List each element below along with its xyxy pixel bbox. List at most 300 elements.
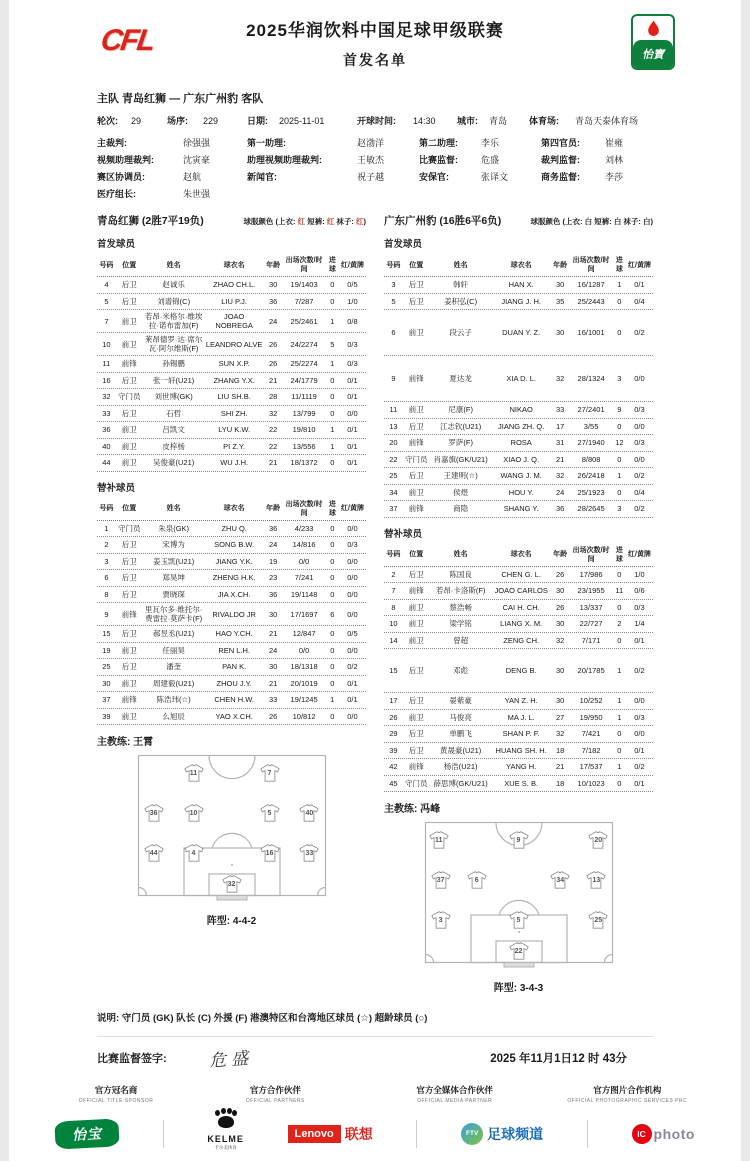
- player-cell: 0/0: [347, 645, 358, 655]
- player-cell: 0: [617, 602, 622, 612]
- player-cell: 刘谱锦(C): [157, 296, 191, 306]
- officials-row-3: [97, 169, 653, 186]
- page-subtitle: 首发名单: [343, 52, 407, 68]
- player-cell: 杨浩(U21): [443, 762, 478, 772]
- player-cell: 24: [268, 540, 278, 550]
- officials-row-2: [97, 152, 653, 169]
- player-cell: 薛思博(GK/U21): [433, 778, 488, 788]
- field-value: 崔雍: [605, 138, 624, 148]
- player-cell: 前卫: [408, 635, 424, 645]
- player-cell: 30: [555, 328, 565, 337]
- player-cell: 19/950: [579, 712, 603, 722]
- player-cell: 7: [391, 586, 396, 596]
- player-cell: 1/0: [347, 296, 358, 306]
- column-header: 出场次数/时间: [572, 546, 610, 563]
- player-cell: 0: [330, 408, 335, 418]
- player-cell: XIAO J. Q.: [503, 454, 540, 464]
- player-cell: 里瓦尔多·维托尔·费雷拉·莫萨卡(F): [144, 605, 203, 623]
- column-header: 姓名: [166, 505, 181, 512]
- player-cell: 21: [555, 454, 565, 464]
- player-cell: 30: [268, 280, 278, 290]
- player-cell: 后卫: [408, 421, 424, 431]
- player-row: [97, 310, 366, 333]
- player-cell: 皮梓杨: [162, 441, 185, 451]
- field-label: 场序:: [167, 116, 188, 126]
- player-jersey: [221, 875, 242, 893]
- kelme-logo: KELME 卡尔美体育: [207, 1116, 244, 1151]
- player-cell: 潘奎: [166, 662, 182, 672]
- player-cell: 10: [102, 339, 111, 349]
- player-cell: 江志钦(U21): [440, 421, 482, 431]
- player-cell: 27/2401: [577, 405, 605, 415]
- field-value: 刘林: [605, 155, 624, 165]
- player-cell: 后卫: [408, 666, 424, 675]
- jersey-number: 32: [227, 881, 236, 889]
- player-row: [384, 726, 653, 743]
- sponsor-footer: [9, 1080, 741, 1161]
- player-jersey: [430, 911, 451, 929]
- player-cell: 前锋: [408, 504, 424, 514]
- player-cell: 晏紫豪: [449, 696, 472, 706]
- player-cell: 17/1697: [290, 609, 318, 619]
- away-starters-table: [384, 277, 653, 518]
- player-cell: 18: [555, 745, 565, 755]
- cestbon-badge-logo: [631, 14, 675, 70]
- player-cell: 0/0: [347, 523, 358, 533]
- jersey-number: 34: [556, 877, 565, 885]
- player-cell: 0/3: [347, 339, 358, 349]
- player-row: [97, 333, 366, 356]
- column-header: 进球: [615, 546, 623, 563]
- player-cell: 1: [617, 762, 622, 772]
- player-cell: 18/1372: [290, 458, 318, 468]
- player-cell: 后卫: [121, 375, 137, 385]
- player-row: [384, 485, 653, 502]
- divider: [416, 1120, 417, 1148]
- column-header: 年龄: [266, 261, 281, 269]
- player-cell: 12: [615, 438, 624, 448]
- column-header: 位置: [409, 551, 424, 558]
- player-cell: 朱泉(GK): [158, 523, 190, 533]
- field-value: 危盛: [481, 155, 500, 165]
- player-cell: 前卫: [408, 619, 424, 629]
- field-label: 城市:: [457, 116, 478, 126]
- player-cell: WANG J. M.: [500, 471, 542, 481]
- field-label: 商务监督:: [541, 172, 580, 182]
- field-value: 朱世强: [183, 189, 211, 199]
- player-cell: 33: [268, 695, 278, 705]
- player-cell: 张一轩(U21): [153, 375, 195, 385]
- player-cell: 前卫: [408, 602, 424, 612]
- player-cell: 10/1023: [577, 778, 605, 788]
- kit-color-value: 白: [613, 217, 622, 226]
- player-cell: 宋博为: [162, 540, 185, 550]
- player-cell: 陈浩玮(☆): [156, 695, 191, 705]
- away-formation-label: 阵型: 3-4-3: [493, 983, 544, 994]
- field-value: 徐强强: [183, 138, 211, 148]
- player-cell: 任丽昊: [162, 645, 185, 655]
- player-row: [384, 356, 653, 402]
- field-label: 主裁判:: [97, 138, 127, 148]
- field-label: 第四官员:: [541, 138, 580, 148]
- player-cell: 0/0: [347, 609, 358, 619]
- player-jersey: [508, 942, 529, 960]
- player-row: [384, 419, 653, 436]
- football-channel-logo: FTV 足球频道: [461, 1123, 543, 1145]
- player-cell: 1: [617, 696, 622, 706]
- player-cell: HOU Y.: [508, 487, 534, 497]
- player-cell: 后卫: [121, 573, 137, 583]
- player-row: [384, 468, 653, 485]
- home-subs-header: [97, 498, 366, 521]
- player-cell: 后卫: [408, 696, 424, 706]
- player-cell: 19/810: [292, 425, 316, 435]
- player-cell: 0/4: [634, 487, 645, 497]
- player-cell: 前锋: [121, 359, 137, 369]
- player-row: [97, 659, 366, 676]
- field-value: 青岛天泰体育场: [575, 116, 639, 126]
- player-cell: 前卫: [408, 405, 424, 415]
- jersey-number: 5: [267, 810, 272, 818]
- water-drop-icon: [647, 20, 660, 37]
- player-cell: 42: [389, 762, 398, 772]
- field-label: 体育场:: [529, 116, 559, 126]
- player-row: [97, 406, 366, 423]
- player-cell: CHEN G. L.: [501, 569, 541, 579]
- player-cell: 0/0: [347, 556, 358, 566]
- player-cell: CAI H. CH.: [502, 602, 540, 612]
- column-header: 姓名: [453, 551, 468, 558]
- player-cell: 25/2274: [290, 359, 318, 369]
- player-cell: 21: [555, 762, 565, 772]
- player-cell: 17: [389, 696, 398, 706]
- column-header: 进球: [328, 500, 336, 517]
- player-cell: LYU K.W.: [218, 425, 251, 435]
- player-cell: 0/0: [634, 454, 645, 464]
- player-cell: ZHOU J.Y.: [216, 678, 252, 688]
- player-cell: 5: [330, 339, 335, 349]
- player-cell: 22: [268, 425, 278, 435]
- player-cell: 尼康(F): [448, 405, 473, 415]
- field-label: 助理视频助理裁判:: [247, 155, 322, 165]
- player-cell: 24/2274: [290, 339, 318, 349]
- player-cell: 3: [391, 280, 396, 290]
- player-cell: 0/0: [347, 711, 358, 721]
- player-cell: 0: [330, 280, 335, 290]
- player-cell: 25: [102, 662, 111, 672]
- column-header: 位置: [122, 261, 137, 269]
- player-cell: 陈国良: [449, 569, 472, 579]
- divider: [163, 1120, 164, 1148]
- player-cell: 后卫: [408, 729, 424, 739]
- match-info-row: [97, 114, 653, 129]
- column-header: 球衣名: [223, 505, 245, 512]
- player-cell: 1: [330, 316, 335, 326]
- player-cell: 0: [330, 375, 335, 385]
- jersey-number: 11: [189, 770, 198, 778]
- player-cell: 后卫: [408, 569, 424, 579]
- player-cell: 若昂·卡洛斯(F): [435, 586, 486, 596]
- player-cell: 25: [389, 471, 398, 481]
- column-header: 球衣名: [510, 551, 532, 558]
- player-cell: 0/8: [347, 316, 358, 326]
- player-row: [384, 501, 653, 518]
- player-row: [384, 710, 653, 727]
- player-cell: 28/1324: [577, 374, 605, 383]
- player-cell: 8/808: [581, 454, 601, 464]
- player-cell: 郝昱丞(U21): [153, 629, 195, 639]
- player-cell: XUE S. B.: [504, 778, 539, 788]
- player-cell: YAN Z. H.: [504, 696, 538, 706]
- player-cell: 商隐: [453, 504, 469, 514]
- jersey-number: 36: [149, 810, 158, 818]
- player-cell: 1: [104, 523, 109, 533]
- jersey-number: 20: [594, 837, 603, 845]
- jersey-number: 13: [592, 877, 601, 885]
- player-cell: 22: [389, 454, 398, 464]
- away-subs-table: [384, 567, 653, 793]
- player-row: [97, 537, 366, 554]
- player-cell: 0/0: [298, 645, 310, 655]
- player-cell: 0: [617, 421, 622, 431]
- player-cell: JOAO CARLOS: [494, 586, 548, 596]
- player-cell: 5: [391, 296, 396, 306]
- player-jersey: [299, 804, 320, 822]
- player-cell: 侯煜: [453, 487, 469, 497]
- player-cell: 24/1779: [290, 375, 318, 385]
- player-cell: 后卫: [121, 280, 137, 290]
- player-cell: 25/2461: [290, 316, 318, 326]
- column-header: 进球: [615, 257, 623, 273]
- column-header: 年龄: [266, 505, 281, 512]
- player-cell: SUN X.P.: [218, 359, 250, 369]
- icphoto-logo: IC photo: [632, 1124, 695, 1144]
- player-cell: 郑昊坤: [162, 573, 185, 583]
- player-cell: 24: [268, 316, 278, 326]
- player-cell: 后卫: [408, 280, 424, 290]
- player-cell: 11/1119: [291, 392, 317, 402]
- player-cell: ZHENG H.K.: [212, 573, 256, 583]
- player-row: [97, 570, 366, 587]
- player-cell: 26/2418: [577, 471, 605, 481]
- player-jersey: [428, 831, 449, 849]
- sponsor-category: 官方图片合作机构 OFFICIAL PHOTOGRAPHIC SERVICES PRC: [567, 1085, 688, 1104]
- player-cell: 0/2: [634, 504, 645, 514]
- player-cell: 姜积弘(C): [444, 296, 478, 306]
- column-header: 球衣名: [223, 261, 245, 269]
- field-label: 赛区协调员:: [97, 172, 145, 182]
- player-cell: 0: [330, 296, 335, 306]
- column-header: 进球: [328, 257, 336, 273]
- player-cell: 1: [617, 471, 622, 481]
- player-cell: 前锋: [408, 586, 424, 596]
- player-cell: 0/5: [347, 280, 358, 290]
- player-cell: MA J. L.: [507, 712, 535, 722]
- player-cell: 3/55: [583, 421, 599, 431]
- player-jersey: [299, 844, 320, 862]
- player-cell: 单鹏飞: [449, 729, 472, 739]
- jersey-number: 10: [189, 810, 198, 818]
- player-cell: 前卫: [121, 678, 137, 688]
- away-team-name: 广东广州豹 (16胜6平6负): [384, 215, 502, 227]
- player-jersey: [466, 871, 487, 889]
- player-cell: 39: [102, 711, 111, 721]
- player-cell: 0: [617, 296, 622, 306]
- jersey-number: 25: [594, 917, 603, 925]
- player-cell: 0/2: [634, 471, 645, 481]
- player-row: [97, 554, 366, 571]
- jersey-number: 3: [438, 917, 443, 925]
- player-row: [97, 356, 366, 373]
- player-row: [384, 567, 653, 584]
- player-row: [384, 402, 653, 419]
- player-cell: 0/1: [634, 778, 645, 788]
- player-cell: 守门员: [118, 523, 141, 533]
- player-cell: 19/1403: [290, 280, 318, 290]
- player-cell: 11: [102, 359, 111, 369]
- player-cell: 韩轩: [453, 280, 469, 290]
- player-cell: 30: [555, 586, 565, 596]
- player-row: [97, 521, 366, 538]
- column-header: 出场次数/时间: [285, 257, 323, 273]
- field-value: 王敏杰: [357, 155, 385, 165]
- player-cell: 32: [555, 635, 565, 645]
- field-value: 14:30: [413, 116, 436, 126]
- player-cell: 26: [555, 569, 565, 579]
- jersey-number: 37: [436, 877, 445, 885]
- player-cell: 6: [104, 573, 109, 583]
- player-cell: HUANG SH. H.: [495, 745, 547, 755]
- player-cell: YANG H.: [506, 762, 537, 772]
- player-cell: 25/1923: [577, 487, 605, 497]
- player-cell: 0/1: [347, 695, 358, 705]
- player-cell: ZHU Q.: [221, 523, 247, 533]
- player-cell: 37: [102, 695, 111, 705]
- player-cell: 9: [104, 609, 109, 619]
- player-cell: 19: [102, 645, 111, 655]
- field-label: 视频助理裁判:: [97, 155, 154, 165]
- player-cell: 1: [330, 695, 335, 705]
- column-header: 红/黄牌: [341, 261, 364, 269]
- player-cell: 20: [389, 438, 398, 448]
- jersey-number: 5: [516, 917, 521, 925]
- player-cell: 前卫: [121, 645, 137, 655]
- player-cell: ZHAO CH.L.: [213, 280, 256, 290]
- player-cell: 贾晓琛: [162, 589, 185, 599]
- player-cell: JIANG ZH. Q.: [498, 421, 545, 431]
- player-cell: 0/6: [634, 586, 645, 596]
- player-cell: 7/241: [294, 573, 314, 583]
- column-header: 位置: [122, 505, 137, 512]
- player-cell: 前卫: [121, 339, 137, 349]
- player-cell: PAN K.: [222, 662, 247, 672]
- player-jersey: [183, 804, 204, 822]
- column-header: 号码: [99, 261, 114, 269]
- column-header: 出场次数/时间: [572, 257, 610, 273]
- player-cell: 26: [268, 339, 278, 349]
- officials-row-4: [97, 186, 653, 203]
- player-row: [97, 294, 366, 311]
- player-cell: 23: [268, 573, 278, 583]
- column-header: 红/黄牌: [628, 551, 651, 558]
- player-cell: 21: [268, 678, 278, 688]
- player-cell: 0/1: [347, 458, 358, 468]
- player-cell: 13: [389, 421, 398, 431]
- column-header: 位置: [409, 261, 424, 269]
- player-cell: 25/2443: [577, 296, 605, 306]
- player-cell: 6: [391, 328, 396, 337]
- player-row: [97, 603, 366, 626]
- jersey-number: 7: [267, 770, 272, 778]
- away-starters-label: 首发球员: [384, 239, 423, 250]
- player-cell: 0: [330, 645, 335, 655]
- field-label: 安保官:: [419, 172, 449, 182]
- lenovo-logo: Lenovo 联想: [288, 1124, 373, 1144]
- player-cell: 7/287: [294, 296, 314, 306]
- player-cell: 前卫: [408, 328, 424, 337]
- player-jersey: [430, 871, 451, 889]
- player-cell: 前卫: [121, 425, 137, 435]
- player-cell: 蔡浩畅: [449, 602, 472, 612]
- player-cell: 1: [330, 359, 335, 369]
- player-cell: 28/2645: [577, 504, 605, 514]
- player-jersey: [550, 871, 571, 889]
- field-label: 裁判监督:: [541, 155, 580, 165]
- player-row: [384, 600, 653, 617]
- player-cell: 0/2: [634, 328, 645, 337]
- player-cell: 0/1: [347, 441, 358, 451]
- player-cell: 0/1: [347, 425, 358, 435]
- column-header: 出场次数/时间: [285, 500, 323, 517]
- player-cell: NIKAO: [509, 405, 533, 415]
- field-value: 赵航: [183, 172, 202, 182]
- player-cell: 前锋: [408, 438, 424, 448]
- away-subs-header: [384, 544, 653, 567]
- player-cell: 5: [104, 296, 109, 306]
- player-cell: 1: [330, 441, 335, 451]
- kit-color-value: 白: [643, 217, 651, 226]
- player-cell: 26: [555, 602, 565, 612]
- player-row: [384, 277, 653, 294]
- player-cell: 0/2: [347, 662, 358, 672]
- player-cell: 守门员: [405, 454, 428, 464]
- player-cell: JIANG Y.K.: [215, 556, 253, 566]
- player-cell: 后卫: [121, 296, 137, 306]
- player-cell: HAO Y.CH.: [215, 629, 253, 639]
- player-cell: 若昂·米格尔·维埃拉·诺布雷加(F): [144, 312, 203, 330]
- player-cell: 14: [389, 635, 398, 645]
- player-cell: 12/847: [292, 629, 316, 639]
- player-cell: 21: [268, 458, 278, 468]
- player-cell: 罗萨(F): [448, 438, 473, 448]
- player-cell: 30: [268, 609, 278, 619]
- player-cell: 8: [391, 602, 396, 612]
- kit-color-value: 红: [326, 217, 335, 226]
- player-cell: 0/0: [347, 573, 358, 583]
- player-cell: 0/0: [298, 556, 310, 566]
- player-cell: 44: [102, 458, 111, 468]
- player-cell: 守门员: [118, 392, 141, 402]
- field-label: 新闻官:: [247, 172, 277, 182]
- player-cell: 20/1785: [577, 666, 605, 675]
- player-cell: 0: [617, 328, 622, 337]
- player-cell: 邓彪: [453, 666, 469, 675]
- player-cell: 前锋: [121, 609, 137, 619]
- player-row: [97, 277, 366, 294]
- jersey-number: 6: [474, 877, 479, 885]
- player-cell: 0: [330, 392, 335, 402]
- player-cell: 0: [330, 678, 335, 688]
